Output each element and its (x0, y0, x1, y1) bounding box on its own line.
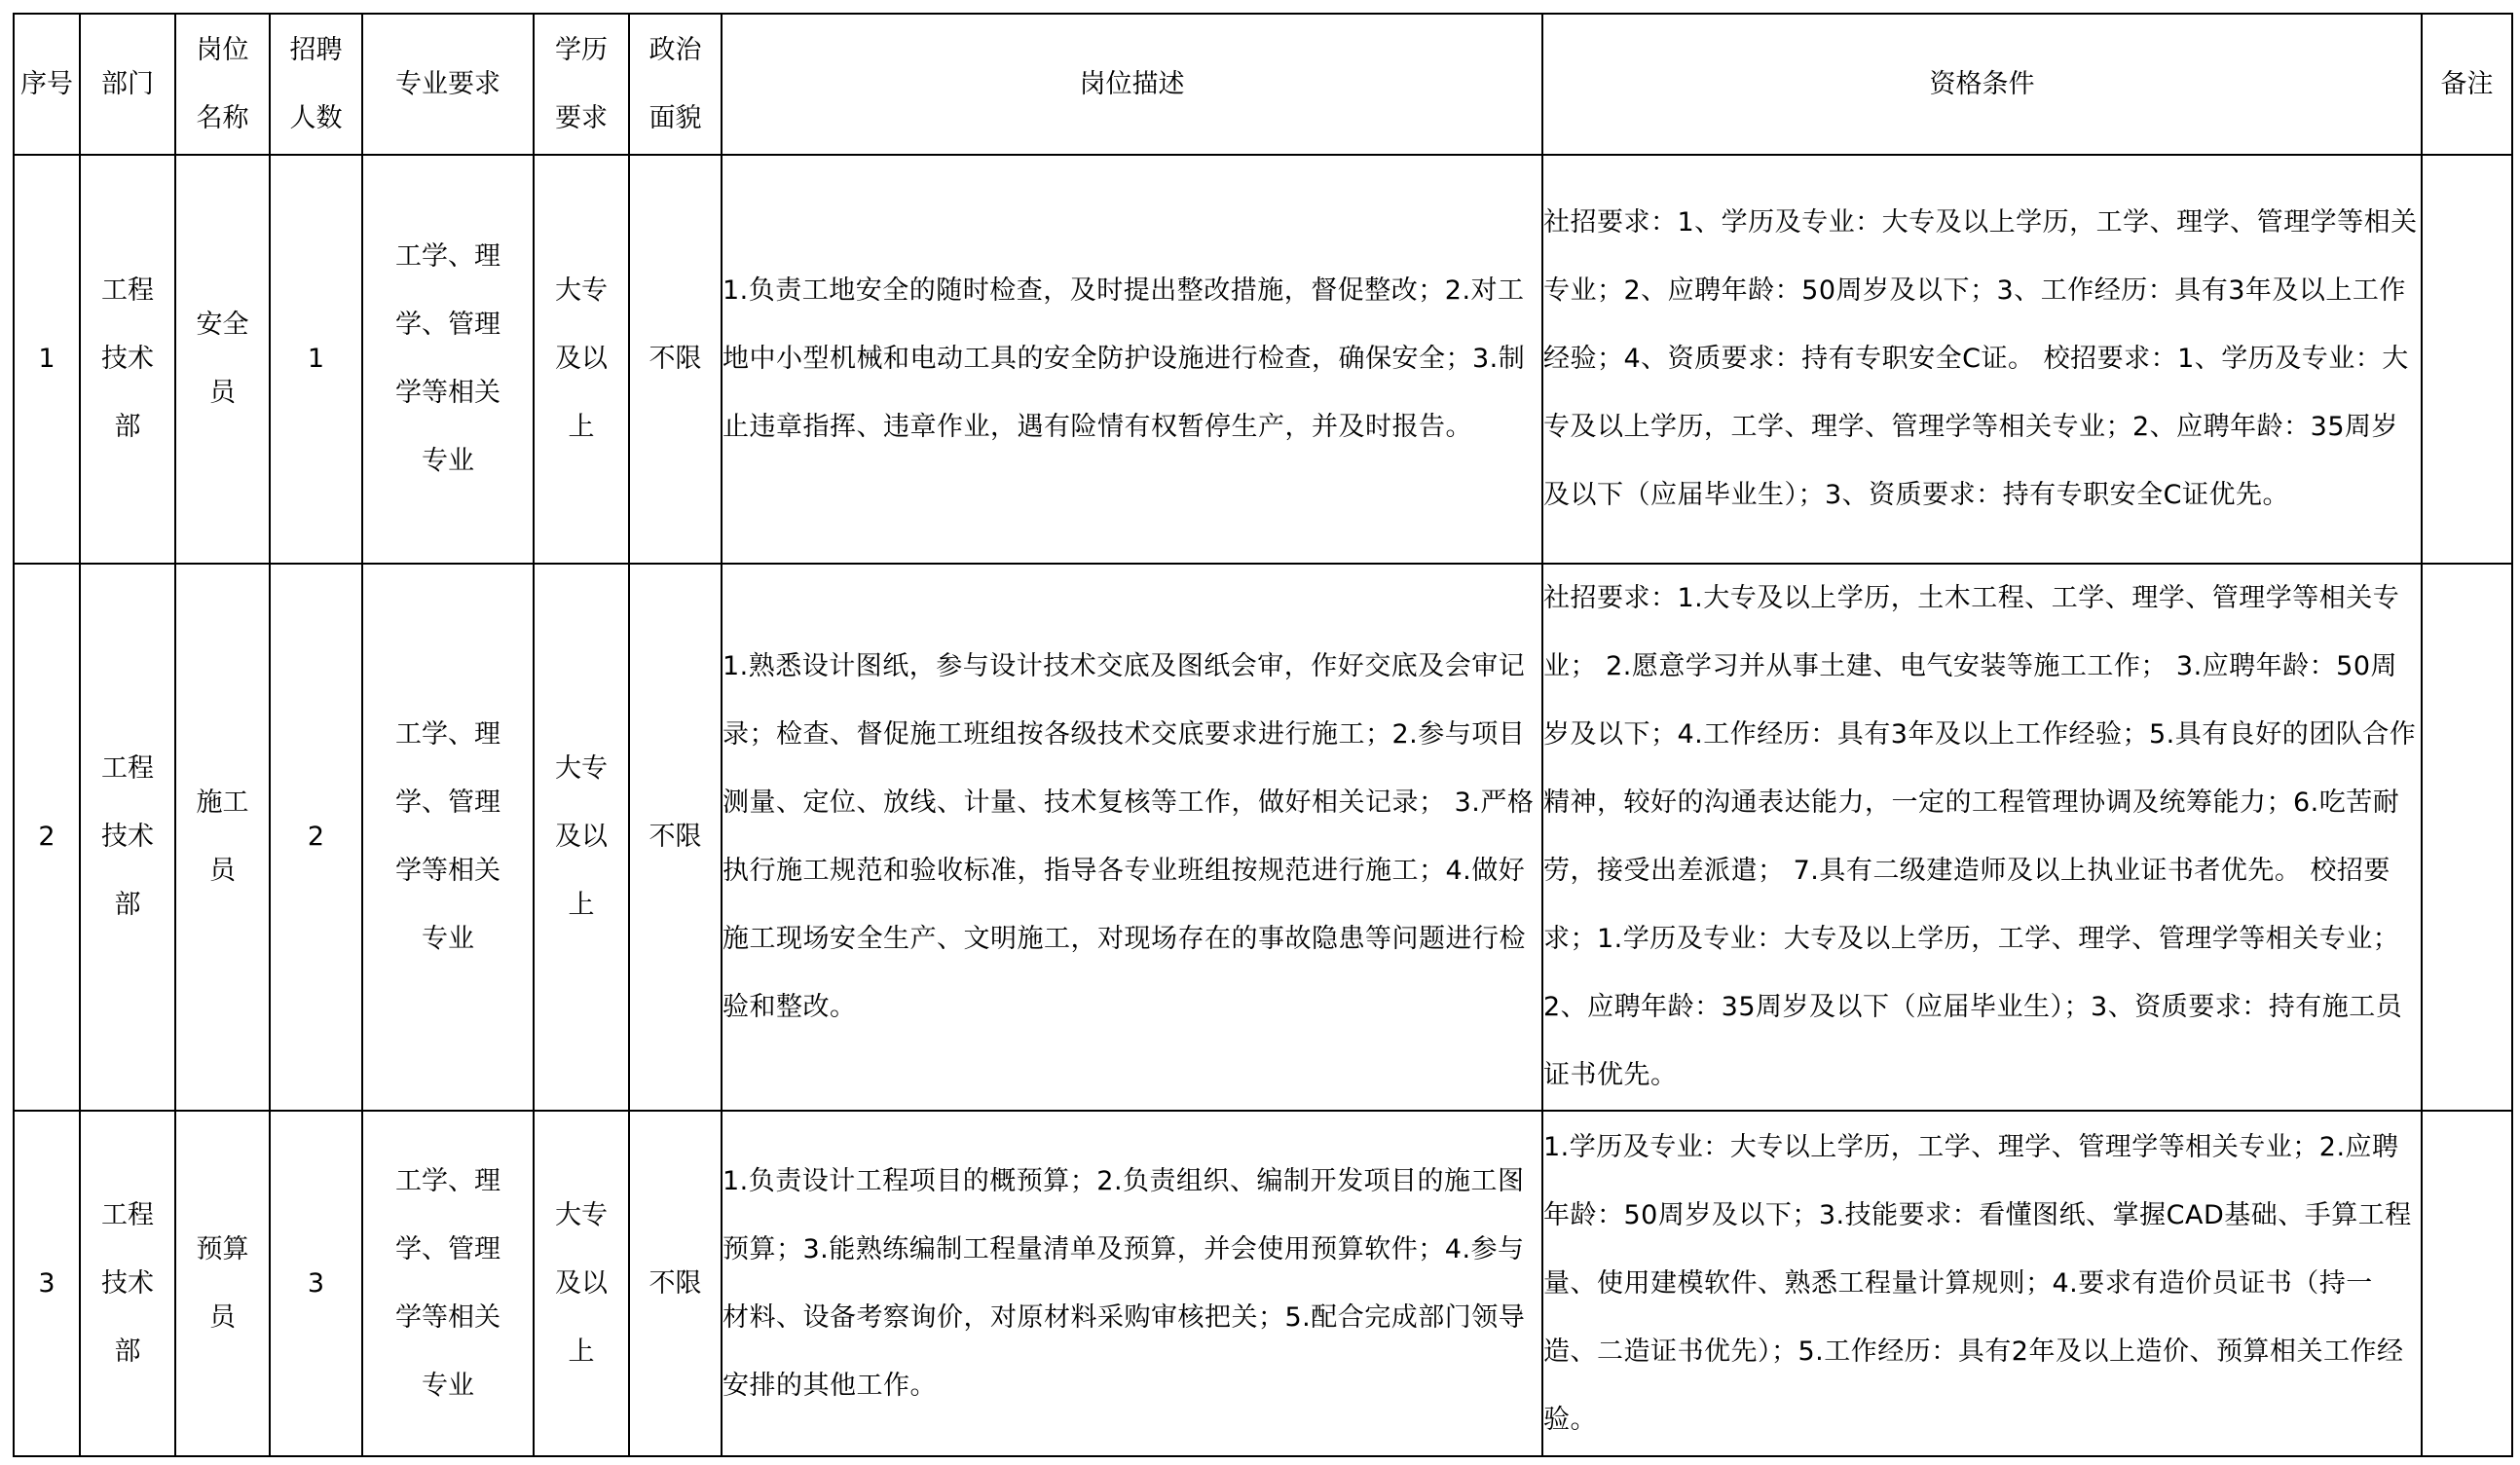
cell-political: 不限 (629, 155, 722, 564)
cell-education: 大专及以上 (534, 564, 629, 1111)
cell-position: 施工员 (175, 564, 270, 1111)
cell-seq: 2 (14, 564, 80, 1111)
cell-remarks (2422, 155, 2512, 564)
cell-position: 预算员 (175, 1111, 270, 1456)
table-row (14, 564, 2512, 1111)
cell-count: 3 (270, 1111, 362, 1456)
cell-remarks (2422, 1111, 2512, 1456)
cell-dept: 工程技术部 (80, 1111, 175, 1456)
cell-qualifications: 1.学历及专业：大专以上学历，工学、理学、管理学等相关专业；2.应聘年龄：50周岁及以下；3.技能要求：看懂图纸、掌握CAD基础、手算工程量、使用建模软件、熟悉工程量计算规则；4.要求有造价员证书（持一造、二造证书优先）；5.工作经历：具有2年及以上造价、预算相关工作经验。 (1542, 1111, 2422, 1456)
cell-seq: 1 (14, 155, 80, 564)
header-political: 政治面貌 (629, 14, 722, 155)
cell-major: 工学、理学、管理学等相关专业 (362, 155, 534, 564)
header-position: 岗位名称 (175, 14, 270, 155)
cell-count: 1 (270, 155, 362, 564)
cell-education: 大专及以上 (534, 155, 629, 564)
header-education: 学历要求 (534, 14, 629, 155)
header-major: 专业要求 (362, 14, 534, 155)
header-row (14, 14, 2512, 155)
cell-dept: 工程技术部 (80, 564, 175, 1111)
header-dept: 部门 (80, 14, 175, 155)
cell-description: 1.负责设计工程项目的概预算；2.负责组织、编制开发项目的施工图预算；3.能熟练编制工程量清单及预算，并会使用预算软件；4.参与材料、设备考察询价，对原材料采购审核把关；5.配合完成部门领导安排的其他工作。 (722, 1111, 1542, 1456)
cell-remarks (2422, 564, 2512, 1111)
cell-position: 安全员 (175, 155, 270, 564)
cell-dept: 工程技术部 (80, 155, 175, 564)
cell-education: 大专及以上 (534, 1111, 629, 1456)
header-qualifications: 资格条件 (1542, 14, 2422, 155)
recruitment-table (13, 13, 2513, 1457)
header-seq: 序号 (14, 14, 80, 155)
cell-political: 不限 (629, 564, 722, 1111)
cell-description: 1.负责工地安全的随时检查，及时提出整改措施，督促整改；2.对工地中小型机械和电动工具的安全防护设施进行检查，确保安全；3.制止违章指挥、违章作业，遇有险情有权暂停生产，并及时报告。 (722, 155, 1542, 564)
header-remarks: 备注 (2422, 14, 2512, 155)
cell-description: 1.熟悉设计图纸，参与设计技术交底及图纸会审，作好交底及会审记录；检查、督促施工班组按各级技术交底要求进行施工；2.参与项目测量、定位、放线、计量、技术复核等工作，做好相关记录； 3.严格执行施工规范和验收标准，指导各专业班组按规范进行施工；4.做好施工现场安全生产、文明施工，对现场存在的事故隐患等问题进行检验和整改。 (722, 564, 1542, 1111)
cell-count: 2 (270, 564, 362, 1111)
cell-seq: 3 (14, 1111, 80, 1456)
table-row (14, 155, 2512, 564)
cell-qualifications: 社招要求：1、学历及专业：大专及以上学历，工学、理学、管理学等相关专业；2、应聘年龄：50周岁及以下；3、工作经历：具有3年及以上工作经验；4、资质要求：持有专职安全C证。 校招要求：1、学历及专业：大专及以上学历，工学、理学、管理学等相关专业；2、应聘年龄：35周岁及以下（应届毕业生）；3、资质要求：持有专职安全C证优先。 (1542, 155, 2422, 564)
header-count: 招聘人数 (270, 14, 362, 155)
cell-qualifications: 社招要求：1.大专及以上学历，土木工程、工学、理学、管理学等相关专业； 2.愿意学习并从事土建、电气安装等施工工作； 3.应聘年龄：50周岁及以下；4.工作经历：具有3年及以上工作经验；5.具有良好的团队合作精神，较好的沟通表达能力，一定的工程管理协调及统筹能力；6.吃苦耐劳，接受出差派遣； 7.具有二级建造师及以上执业证书者优先。 校招要求；1.学历及专业：大专及以上学历，工学、理学、管理学等相关专业；2、应聘年龄：35周岁及以下（应届毕业生）；3、资质要求：持有施工员证书优先。 (1542, 564, 2422, 1111)
header-description: 岗位描述 (722, 14, 1542, 155)
cell-political: 不限 (629, 1111, 722, 1456)
cell-major: 工学、理学、管理学等相关专业 (362, 1111, 534, 1456)
table-row (14, 1111, 2512, 1456)
cell-major: 工学、理学、管理学等相关专业 (362, 564, 534, 1111)
